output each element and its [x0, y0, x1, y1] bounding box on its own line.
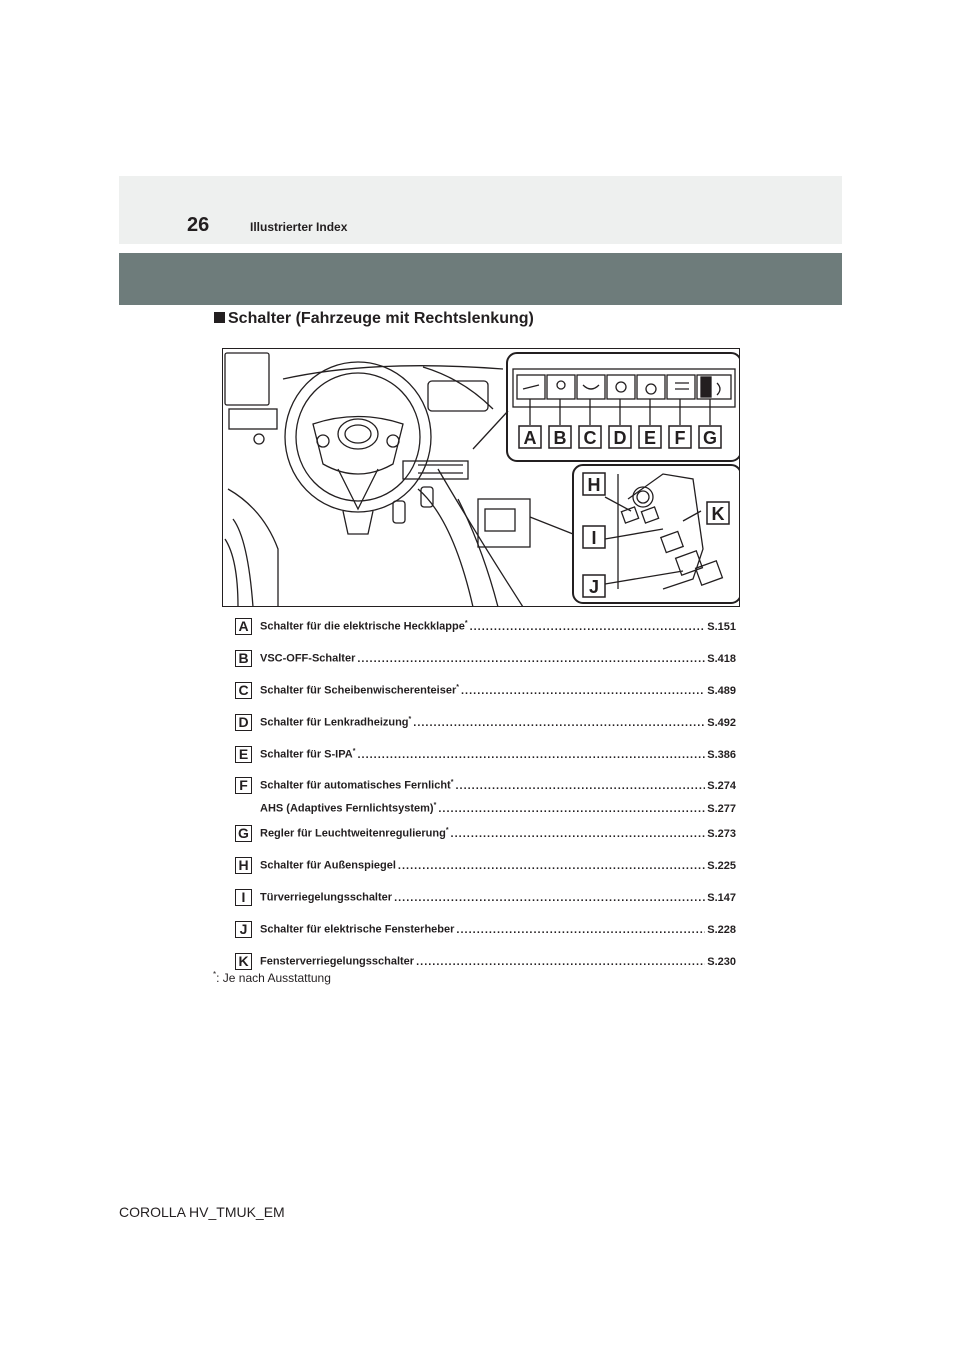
page-number: 26 — [187, 214, 210, 236]
entry-badge: C — [235, 682, 252, 699]
callout-c: C — [583, 428, 597, 448]
footnote-star: * — [456, 684, 459, 691]
entry-page[interactable]: S.225 — [707, 859, 736, 872]
entry-badge: H — [235, 857, 252, 874]
entry-label: Türverriegelungsschalter — [260, 891, 393, 904]
entry-page[interactable]: S.492 — [707, 716, 736, 729]
callout-k: K — [711, 504, 725, 524]
entry-badge: A — [235, 618, 252, 635]
entry-page[interactable]: S.151 — [707, 620, 736, 633]
entry-badge: D — [235, 714, 252, 731]
entry-badge: K — [235, 953, 252, 970]
callout-f: F — [674, 428, 686, 448]
entry-badge: E — [235, 746, 252, 763]
index-entry — [235, 618, 735, 638]
entry-label: Schalter für die elektrische Heckklappe — [260, 620, 465, 633]
callout-j: J — [588, 577, 600, 597]
section-title: Illustrierter Index — [250, 220, 348, 234]
entry-page[interactable]: S.418 — [707, 652, 736, 665]
cockpit-drawing — [223, 349, 740, 607]
callout-row — [519, 426, 721, 448]
entry-page[interactable]: S.147 — [707, 891, 736, 904]
footnote-star: * — [352, 748, 356, 755]
index-entry — [235, 682, 735, 702]
entry-page[interactable]: S.230 — [707, 955, 736, 968]
entry-label: VSC-OFF-Schalter — [260, 652, 356, 665]
footer-model: COROLLA HV_TMUK_EM — [119, 1204, 285, 1220]
entry-label: Schalter für Lenkradheizung — [260, 716, 409, 729]
footnote-star: * — [433, 802, 437, 809]
footnote-marker: * — [213, 970, 217, 979]
entry-badge: G — [235, 825, 252, 842]
entry-page[interactable]: S.228 — [707, 923, 736, 936]
callout-h: H — [587, 475, 601, 495]
sub-heading-text: Schalter (Fahrzeuge mit Rechtslenkung) — [228, 310, 534, 327]
header-band — [119, 176, 842, 244]
index-entry — [235, 825, 735, 845]
index-entry — [235, 921, 735, 941]
entry-label: Regler für Leuchtweitenregulierung — [260, 827, 446, 840]
callout-side — [583, 473, 729, 597]
callout-e: E — [643, 428, 657, 448]
callout-g: G — [702, 428, 718, 448]
sub-heading — [214, 310, 534, 328]
entry-page[interactable]: S.386 — [707, 748, 736, 761]
square-bullet-icon — [214, 312, 225, 323]
index-entry — [235, 889, 735, 909]
header-dark-band — [119, 253, 842, 305]
entry-badge: J — [235, 921, 252, 938]
entry-page[interactable]: S.273 — [707, 827, 736, 840]
index-entry — [235, 800, 735, 820]
entry-label: Schalter für Scheibenwischerenteiser — [260, 684, 457, 697]
entry-badge: B — [235, 650, 252, 667]
callout-d: D — [613, 428, 627, 448]
entry-page[interactable]: S.274 — [707, 779, 736, 792]
callout-b: B — [553, 428, 567, 448]
entry-badge: I — [235, 889, 252, 906]
entry-label: Schalter für Außenspiegel — [260, 859, 396, 872]
entry-page[interactable]: S.277 — [707, 802, 736, 815]
index-entry — [235, 650, 735, 670]
entry-label: Schalter für elektrische Fensterheber — [260, 923, 455, 936]
index-entry — [235, 777, 735, 797]
entry-label: AHS (Adaptives Fernlichtsystem) — [260, 802, 434, 815]
entry-label: Schalter für S-IPA — [260, 748, 353, 761]
entry-label: Schalter für automatisches Fernlicht — [260, 779, 451, 792]
entry-page[interactable]: S.489 — [707, 684, 736, 697]
switch-illustration — [222, 348, 740, 607]
footnote-star: * — [445, 827, 449, 834]
entry-badge: F — [235, 777, 252, 794]
index-entry — [235, 714, 735, 734]
index-entry — [235, 746, 735, 766]
footnote-star: * — [464, 620, 468, 627]
callout-i: I — [591, 528, 597, 548]
footnote-star: * — [450, 779, 454, 786]
footnote-star: * — [408, 716, 412, 723]
footnote-text: : Je nach Ausstattung — [216, 971, 331, 985]
entry-label: Fensterverriegelungsschalter — [260, 955, 415, 968]
callout-a: A — [523, 428, 537, 448]
index-entry — [235, 857, 735, 877]
footnote — [213, 970, 331, 985]
